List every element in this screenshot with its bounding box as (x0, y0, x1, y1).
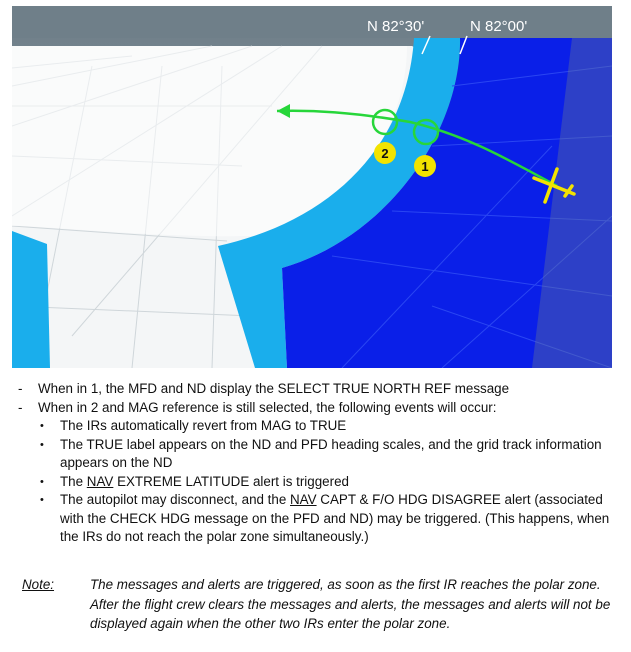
bullet-text: The IRs automatically revert from MAG to TRUE (60, 418, 347, 433)
marker-2-label: 2 (381, 146, 389, 161)
bullet-item-4 (18, 491, 628, 547)
note-block (22, 575, 622, 634)
nav-underlined: NAV (290, 492, 317, 507)
note-text: The messages and alerts are triggered, as soon as the first IR reaches the polar zone. After the flight crew clears the messages and alerts, the messages and alerts will not be displayed again when the other two IRs enter the polar zone. (90, 577, 611, 631)
bullet-text-rest: EXTREME LATITUDE alert is triggered (113, 473, 349, 489)
polar-band-left (12, 231, 50, 368)
dash-item-text: When in 2 and MAG reference is still selected, the following events will occur: (38, 399, 497, 415)
dash-mark: - (18, 399, 23, 415)
meridian-left-label: N 82°30' (367, 18, 425, 35)
bullet-text: The autopilot may disconnect, and the (60, 492, 291, 507)
nav-underlined: NAV (86, 473, 114, 489)
bullet-item-3 (18, 473, 628, 492)
bullet-item-1 (18, 417, 628, 436)
bullet-text: The TRUE label appears on the ND and PFD heading scales, and the grid track information appears on the ND (60, 436, 602, 470)
bullet-mark: • (40, 494, 44, 506)
dash-mark: - (18, 381, 23, 396)
polar-zone-figure (12, 6, 612, 368)
bullet-text-rest: CAPT & F/O HDG DISAGREE alert (associated with the CHECK HDG message on the PFD and ND) may be triggered. (This happens, when the IRs do not reach the polar zone simultaneously.) (60, 492, 610, 544)
dash-item-1 (18, 380, 628, 399)
procedure-text (18, 380, 628, 547)
meridian-right-label: N 82°00' (470, 18, 528, 35)
bullet-mark: • (40, 438, 44, 451)
dash-item-text: When in 1, the MFD and ND display the SELECT TRUE NORTH REF message (38, 381, 510, 396)
marker-1-label: 1 (421, 159, 429, 174)
bullet-item-2 (18, 436, 628, 473)
bullet-text: The (60, 473, 87, 489)
bullet-mark: • (40, 420, 44, 432)
note-label: Note: (22, 577, 55, 592)
bullet-mark: • (40, 475, 44, 488)
dash-item-2 (18, 399, 628, 418)
